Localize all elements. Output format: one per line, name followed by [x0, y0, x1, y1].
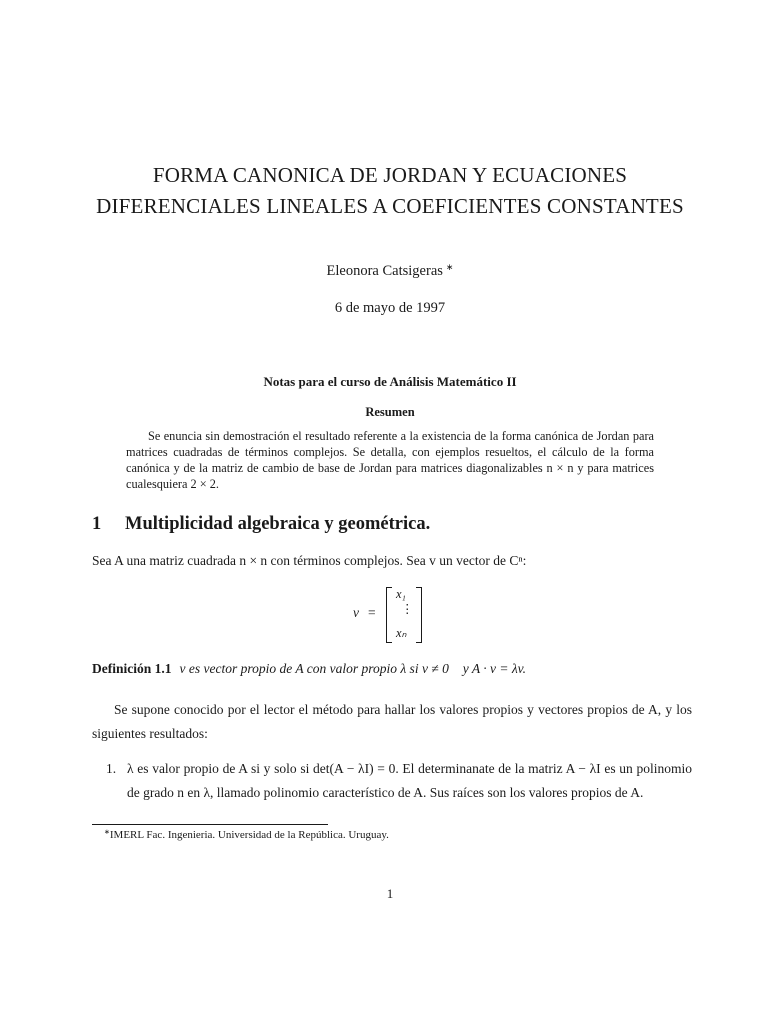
section-number: 1 — [92, 514, 102, 534]
section-title: Multiplicidad algebraica y geométrica. — [125, 514, 431, 534]
equals-sign: = — [368, 605, 376, 620]
left-bracket — [386, 587, 392, 643]
right-bracket — [416, 587, 422, 643]
section-heading — [92, 514, 692, 535]
definition-block — [92, 661, 692, 677]
author-name: Eleonora Catsigeras — [326, 263, 443, 279]
vector-entry-first: x₁ — [396, 587, 406, 601]
list-marker: 1. — [106, 761, 117, 776]
author-line — [0, 262, 768, 280]
results-list — [92, 757, 692, 805]
abstract-text: Se enuncia sin demostración el resultado referente a la existencia de la forma canónica de Jordan para matrices cuadradas de términos complejos. Se detalla, con ejemplos resueltos, el cálculo de la forma canónica y de la matriz de cambio de base de Jordan para matrices diagonalizables n × n y para matrices cualesquiera 2 × 2. — [126, 429, 654, 491]
vector-entry-ellipsis: ⋮ — [401, 602, 414, 616]
paragraph-results: Se supone conocido por el lector el método para hallar los valores propios y vectores propios de A, y los siguientes resultados: — [92, 702, 692, 741]
footnote — [104, 828, 684, 841]
footnote-text: IMERL Fac. Ingenieria. Universidad de la República. Uruguay. — [109, 829, 389, 841]
paper-date: 6 de mayo de 1997 — [334, 300, 446, 316]
vector-symbol: v — [353, 605, 359, 620]
course-note: Notas para el curso de Análisis Matemático II — [263, 374, 517, 389]
vector-entry-last: xₙ — [396, 626, 407, 640]
footnote-rule — [92, 824, 328, 825]
definition-text: v es vector propio de A con valor propio λ si v ≠ 0⃗ y A · v = λv. — [179, 661, 527, 676]
paragraph-intro: Sea A una matriz cuadrada n × n con términos complejos. Sea v un vector de Cⁿ: — [92, 553, 527, 568]
page-number: 1 — [386, 886, 394, 901]
list-item-text: λ es valor propio de A si y solo si det(A − λI) = 0. El determinanate de la matriz A − λI es un polinomio de grado n en λ, llamado polinomio característico de A. Sus raíces son los valores propios de A. — [127, 761, 692, 800]
paper-title: FORMA CANONICA DE JORDAN Y ECUACIONES DIFERENCIALES LINEALES A COEFICIENTES CONSTANTES — [96, 163, 684, 218]
footnote-mark: ∗ — [104, 828, 110, 836]
vector-equation — [350, 583, 440, 643]
list-item — [92, 757, 692, 805]
definition-label: Definición 1.1 — [92, 661, 172, 676]
abstract-heading: Resumen — [365, 405, 415, 419]
author-footnote-mark: ∗ — [445, 262, 454, 272]
